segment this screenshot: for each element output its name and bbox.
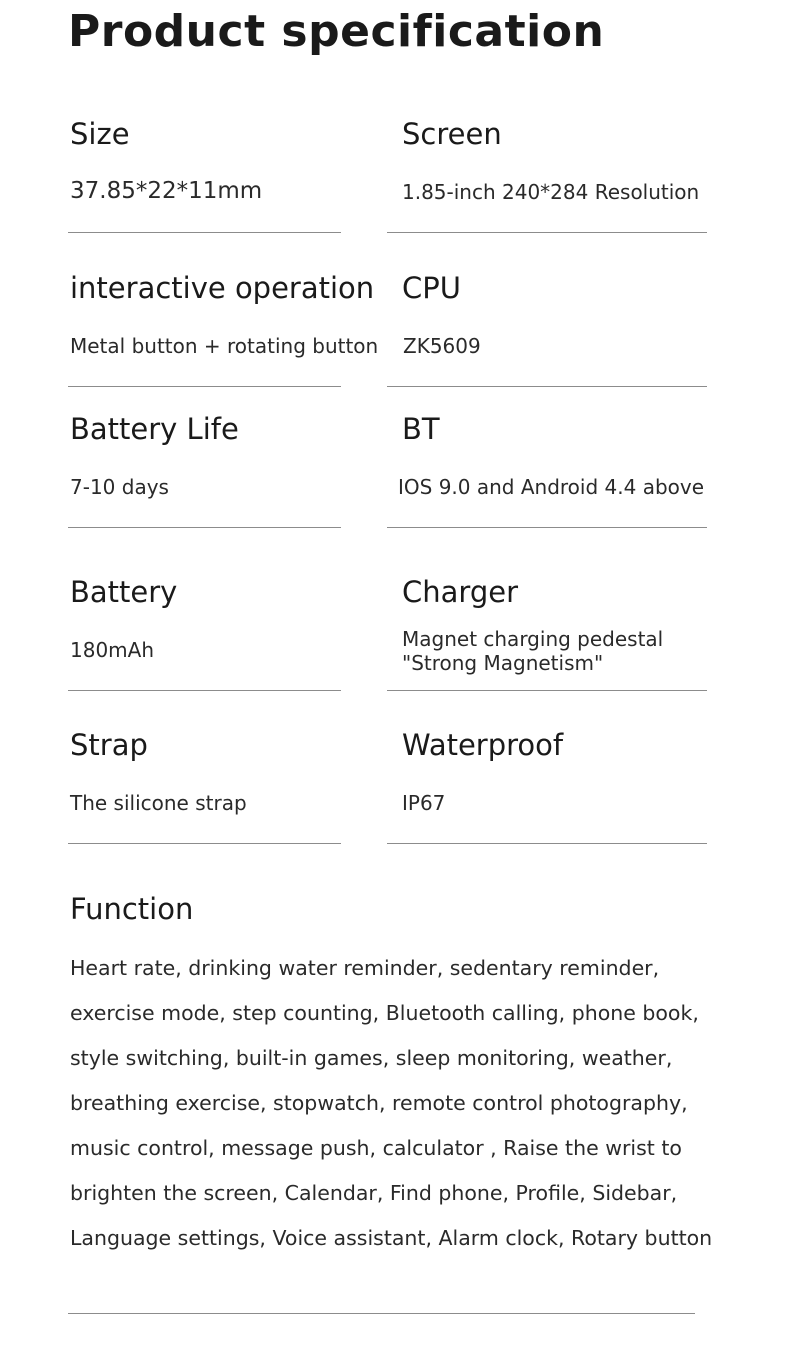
spec-value-strap: The silicone strap [70, 791, 247, 815]
divider [68, 232, 341, 233]
divider [68, 690, 341, 691]
spec-value-waterproof: IP67 [402, 791, 446, 815]
spec-value-charger-line2: "Strong Magnetism" [402, 651, 604, 675]
spec-value-interactive-operation: Metal button + rotating button [70, 334, 379, 358]
spec-value-battery: 180mAh [70, 638, 155, 662]
divider [68, 843, 341, 844]
spec-value-screen: 1.85-inch 240*284 Resolution [402, 180, 700, 204]
spec-value-bt: IOS 9.0 and Android 4.4 above [398, 475, 705, 499]
function-description: Heart rate, drinking water reminder, sedentary reminder, exercise mode, step counting, Bluetooth calling, phone book, style switching, built-in games, sleep monitoring, weather, breathing exercise, stopwatch, remote control photography, music control, message push, calculator , Raise the wrist to brighten the screen, Calendar, Find phone, Profile, Sidebar, Language settings, Voice assistant, Alarm clock, Rotary button [70, 956, 713, 1250]
spec-label-waterproof: Waterproof [402, 728, 564, 762]
spec-label-battery: Battery [70, 575, 178, 609]
spec-value-battery-life: 7-10 days [70, 475, 169, 499]
divider [387, 386, 707, 387]
spec-label-interactive-operation: interactive operation [70, 271, 375, 305]
spec-label-screen: Screen [402, 117, 502, 151]
function-title: Function [70, 892, 194, 926]
spec-label-bt: BT [402, 412, 440, 446]
divider [68, 527, 341, 528]
divider [387, 690, 707, 691]
spec-label-cpu: CPU [402, 271, 461, 305]
spec-label-size: Size [70, 117, 130, 151]
spec-value-cpu: ZK5609 [403, 334, 481, 358]
spec-label-charger: Charger [402, 575, 518, 609]
divider [387, 843, 707, 844]
page-title: Product specification [68, 6, 605, 57]
spec-value-size: 37.85*22*11mm [70, 178, 263, 204]
divider [68, 1313, 695, 1314]
divider [387, 232, 707, 233]
spec-label-battery-life: Battery Life [70, 412, 239, 446]
divider [68, 386, 341, 387]
spec-value-charger-line1: Magnet charging pedestal [402, 627, 664, 651]
spec-label-strap: Strap [70, 728, 148, 762]
divider [387, 527, 707, 528]
